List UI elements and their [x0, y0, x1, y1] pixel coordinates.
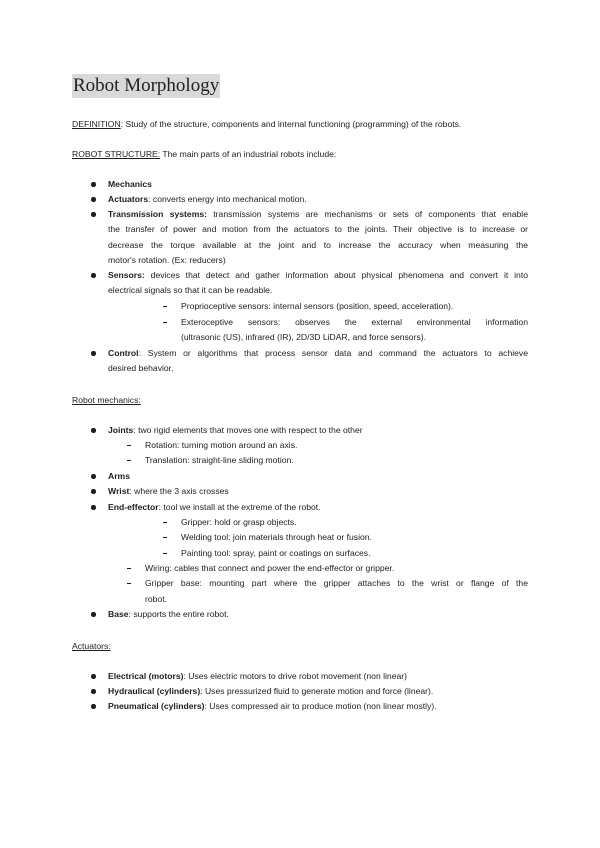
bullet-icon — [91, 505, 96, 510]
bullet-icon — [91, 273, 96, 278]
painting-line: Painting tool: spray, paint or coatings on surfaces. — [181, 548, 371, 558]
actuators-text: : converts energy into mechanical motion. — [148, 194, 307, 204]
base-item — [108, 608, 229, 620]
base-name: Base — [108, 609, 129, 619]
bullet-icon — [91, 212, 96, 217]
wrist-text: : where the 3 axis crosses — [129, 486, 229, 496]
robot-mechanics-heading: Robot mechanics: — [72, 395, 141, 405]
bullet-icon — [91, 182, 96, 187]
bullet-icon — [91, 428, 96, 433]
bullet-icon — [91, 689, 96, 694]
sensors-line-1 — [108, 269, 528, 281]
end-effector-name: End-effector — [108, 502, 159, 512]
transmission-line-4: motor's rotation. (Ex: reducers) — [108, 255, 226, 265]
dash-icon — [127, 568, 131, 569]
actuators-heading: Actuators: — [72, 641, 111, 651]
exteroceptive-line-1: Exteroceptive sensors: observes the external environmental information — [181, 317, 528, 327]
control-name: Control — [108, 348, 139, 358]
robot-structure-label: ROBOT STRUCTURE: — [72, 149, 161, 159]
bullet-icon — [91, 674, 96, 679]
pneumatical-item — [108, 700, 437, 712]
control-line-1 — [108, 347, 528, 359]
control-line-2: desired behavior. — [108, 363, 174, 373]
transmission-line-1 — [108, 208, 528, 220]
gripper-base-line-1: Gripper base: mounting part where the gripper attaches to the wrist or flange of the — [145, 578, 528, 588]
electrical-item — [108, 670, 407, 682]
transmission-line-2: the transfer of power and motion from the actuators to the joints. Their objective is to increase or — [108, 224, 528, 234]
transmission-name: Transmission systems: — [108, 209, 207, 219]
base-text: : supports the entire robot. — [128, 609, 229, 619]
control-text-1: : System or algorithms that process sensor data and command the actuators to achieve — [138, 348, 528, 358]
welding-line: Welding tool: join materials through heat or fusion. — [181, 532, 372, 542]
gripper-line: Gripper: hold or grasp objects. — [181, 517, 297, 527]
electrical-text: : Uses electric motors to drive robot movement (non linear) — [183, 671, 407, 681]
dash-icon — [127, 583, 131, 584]
end-effector-item — [108, 501, 321, 513]
dash-icon — [163, 306, 167, 307]
actuators-item — [108, 193, 307, 205]
bullet-icon — [91, 351, 96, 356]
electrical-name: Electrical (motors) — [108, 671, 184, 681]
pneumatical-name: Pneumatical (cylinders) — [108, 701, 205, 711]
pneumatical-text: : Uses compressed air to produce motion (non linear mostly). — [204, 701, 437, 711]
joints-item — [108, 424, 363, 436]
robot-structure-text: The main parts of an industrial robots include: — [160, 149, 337, 159]
actuators-name: Actuators — [108, 194, 149, 204]
definition-text: : Study of the structure, components and internal functioning (programming) of the robots. — [120, 119, 462, 129]
end-effector-text: : tool we install at the extreme of the robot. — [158, 502, 321, 512]
arms-item: Arms — [108, 471, 130, 481]
dash-icon — [127, 460, 131, 461]
dash-icon — [163, 322, 167, 323]
robot-structure-line — [72, 148, 336, 160]
joints-name: Joints — [108, 425, 134, 435]
hydraulical-text: : Uses pressurized fluid to generate motion and force (linear). — [200, 686, 434, 696]
definition-label: DEFINITION — [72, 119, 121, 129]
rotation-line: Rotation: turning motion around an axis. — [145, 440, 298, 450]
sensors-line-2: electrical signals so that it can be readable. — [108, 285, 273, 295]
translation-line: Translation: straight-line sliding motion. — [145, 455, 294, 465]
definition-line — [72, 118, 461, 130]
bullet-icon — [91, 197, 96, 202]
exteroceptive-line-2: (ultrasonic (US), infrared (IR), 2D/3D LiDAR, and force sensors). — [181, 332, 426, 342]
wrist-name: Wrist — [108, 486, 130, 496]
wrist-item — [108, 485, 229, 497]
sensors-name: Sensors: — [108, 270, 145, 280]
dash-icon — [163, 522, 167, 523]
hydraulical-name: Hydraulical (cylinders) — [108, 686, 201, 696]
bullet-icon — [91, 612, 96, 617]
dash-icon — [163, 537, 167, 538]
gripper-base-line-2: robot. — [145, 594, 167, 604]
dash-icon — [163, 553, 167, 554]
page-title: Robot Morphology — [73, 75, 220, 96]
hydraulical-item — [108, 685, 433, 697]
transmission-text-1: transmission systems are mechanisms or sets of components that enable — [206, 209, 528, 219]
dash-icon — [127, 445, 131, 446]
proprioceptive-line: Proprioceptive sensors: internal sensors (position, speed, acceleration). — [181, 301, 454, 311]
bullet-icon — [91, 474, 96, 479]
joints-text: : two rigid elements that moves one with respect to the other — [133, 425, 363, 435]
bullet-icon — [91, 704, 96, 709]
wiring-line: Wiring: cables that connect and power the end-effector or gripper. — [145, 563, 395, 573]
mechanics-item: Mechanics — [108, 179, 152, 189]
transmission-line-3: decrease the torque available at the joint and to increase the accuracy when measuring the — [108, 240, 528, 250]
bullet-icon — [91, 489, 96, 494]
sensors-text-1: devices that detect and gather information about physical phenomena and convert it into — [144, 270, 528, 280]
